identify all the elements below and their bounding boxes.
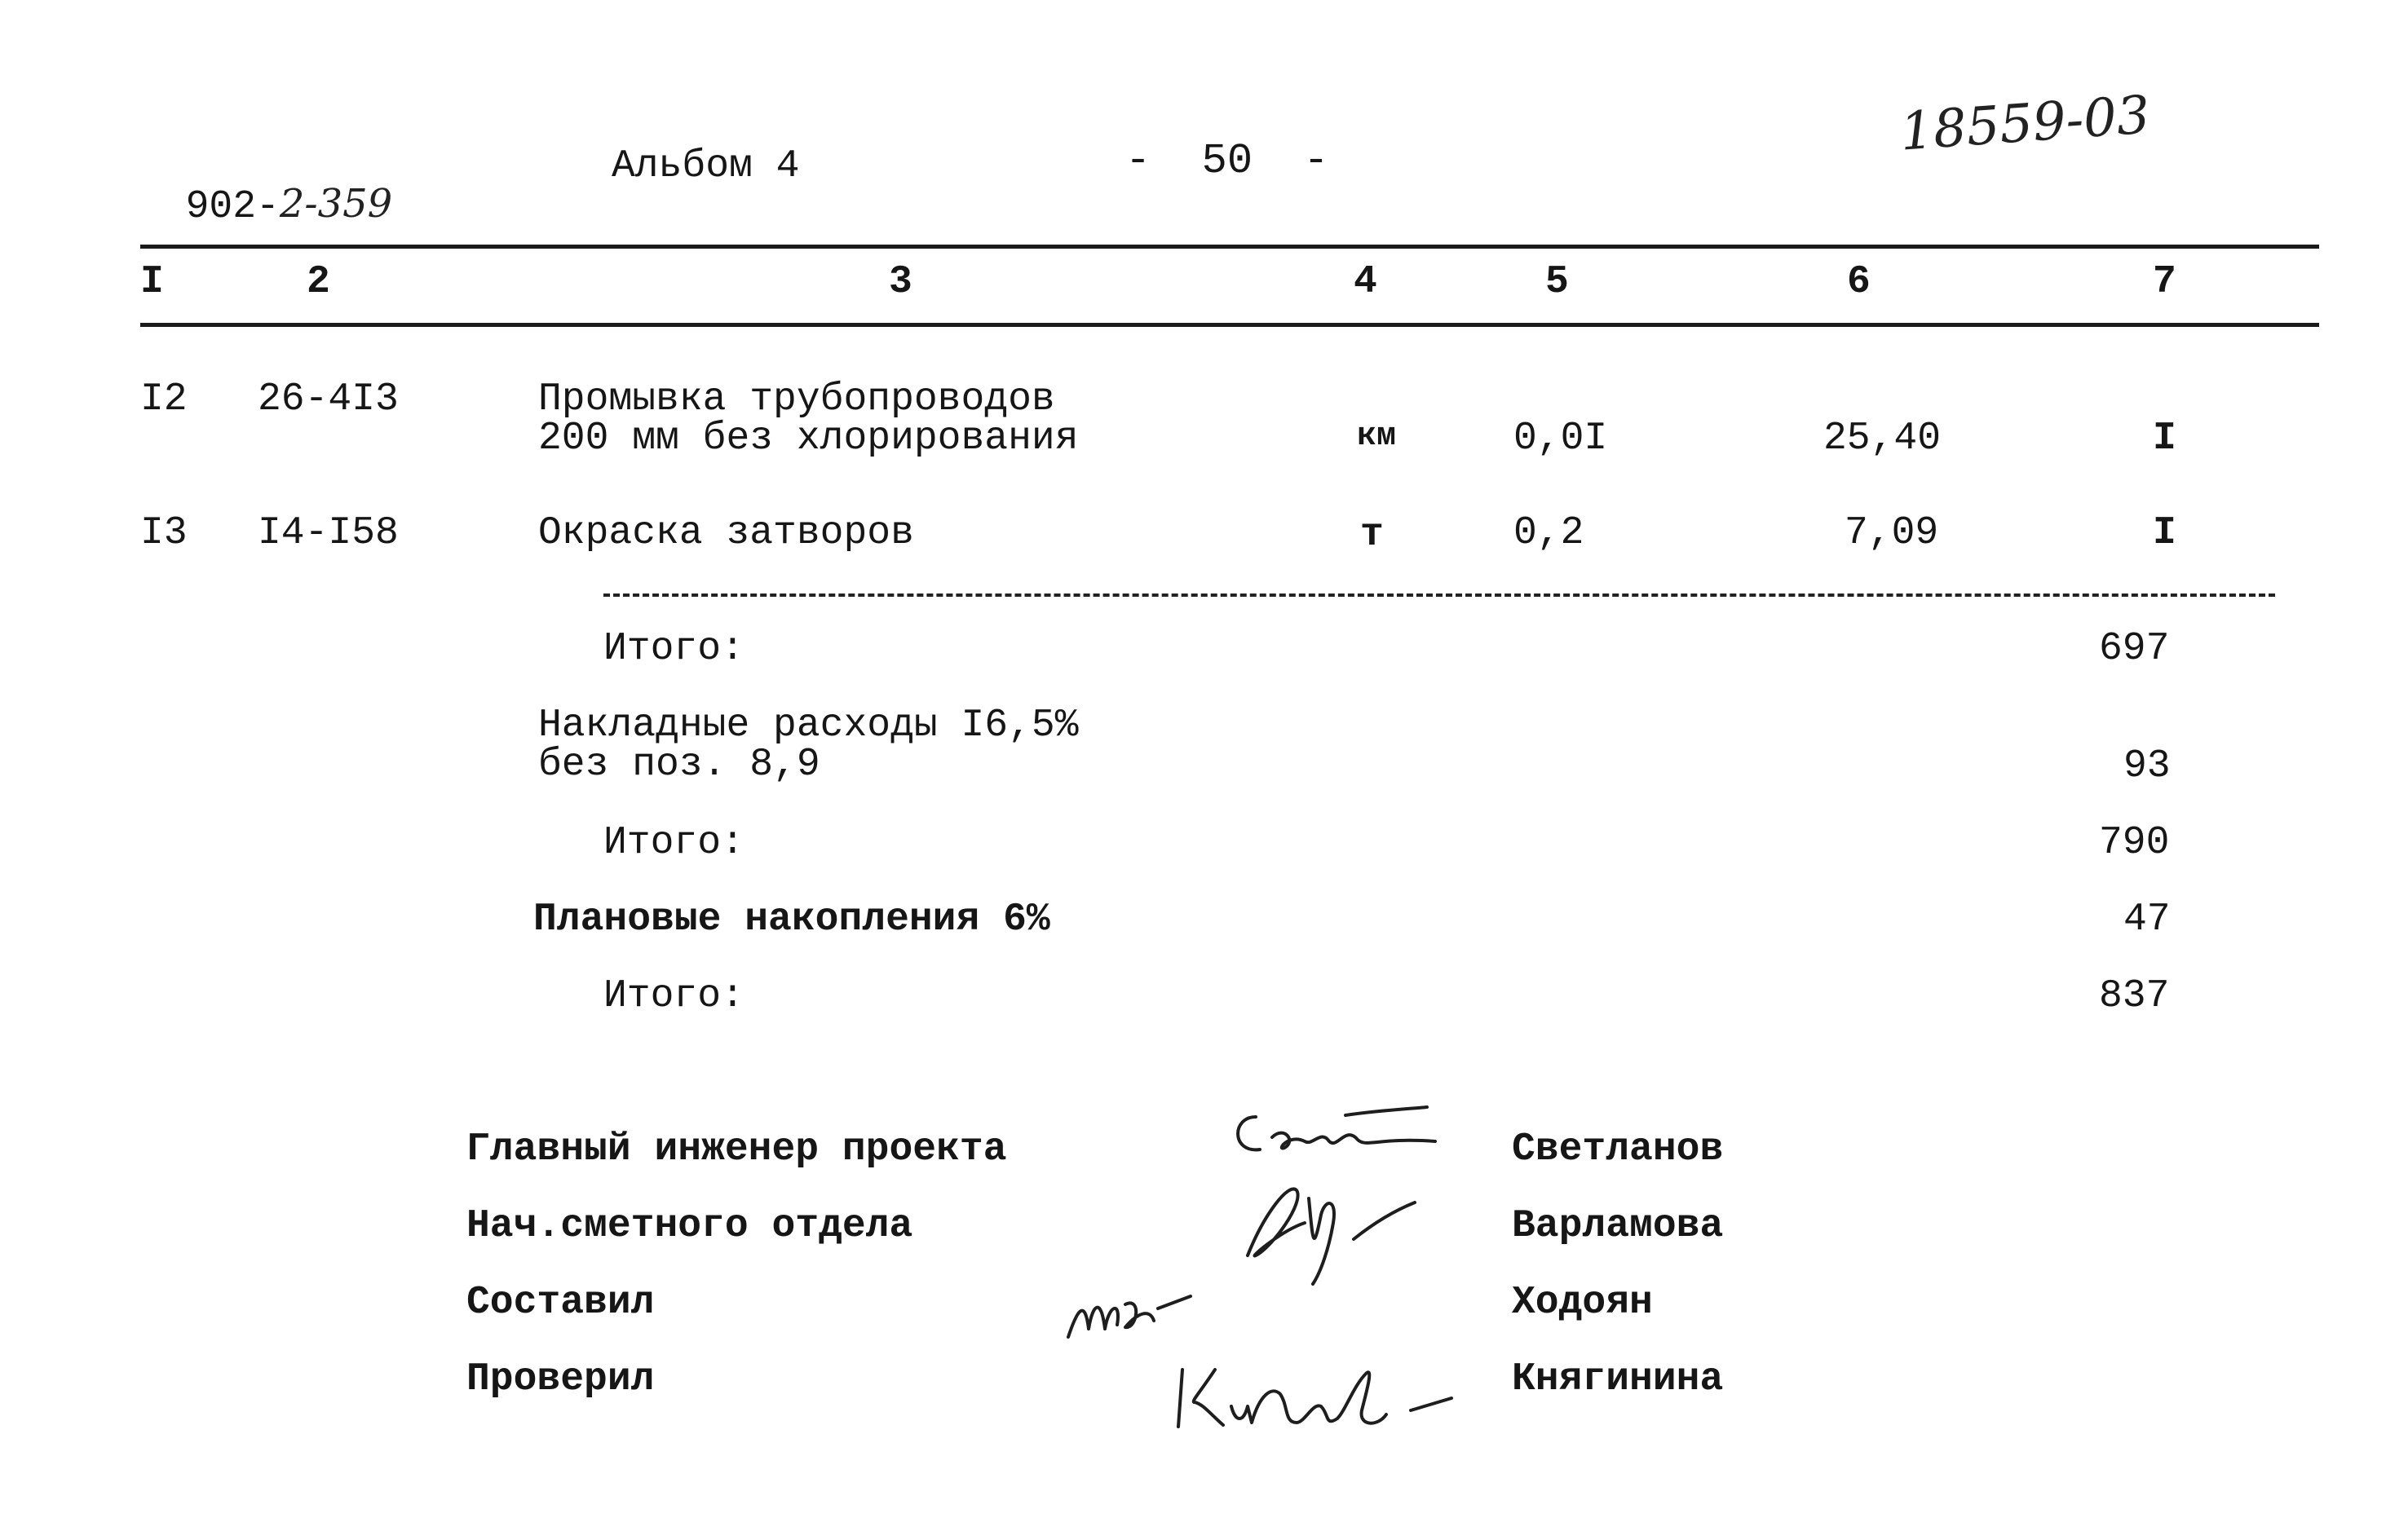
signature-name: Ходоян xyxy=(1512,1281,1653,1325)
document-code-printed: 902- xyxy=(185,185,280,229)
summary-dashed-rule xyxy=(603,593,2275,597)
column-header-2: 2 xyxy=(307,260,330,304)
overhead-label-line1: Накладные расходы I6,5% xyxy=(538,704,1079,748)
planned-savings-value: 47 xyxy=(2123,898,2171,942)
handwritten-signature-2 xyxy=(1231,1166,1427,1288)
signature-role: Нач.сметного отдела xyxy=(466,1204,913,1248)
overhead-value: 93 xyxy=(2123,744,2171,788)
signature-role: Составил xyxy=(466,1281,655,1325)
column-header-4: 4 xyxy=(1354,260,1377,304)
grand-total-value: 837 xyxy=(2099,974,2170,1018)
signature-role: Главный инженер проекта xyxy=(466,1127,1007,1172)
row-description-line1: Промывка трубопроводов xyxy=(538,377,1055,421)
signature-name: Варламова xyxy=(1512,1204,1724,1248)
column-header-1: I xyxy=(140,260,164,304)
handwritten-signature-1 xyxy=(1223,1092,1451,1166)
row-description-line2: 200 мм без хлорирования xyxy=(538,417,1079,461)
row-position: I2 xyxy=(140,377,188,421)
planned-savings-label: Плановые накопления 6% xyxy=(533,898,1050,942)
row-total: I xyxy=(2153,511,2176,555)
page-number: - 50 - xyxy=(1125,137,1329,185)
signature-name: Светланов xyxy=(1512,1127,1724,1172)
row-quantity: 0,2 xyxy=(1513,511,1584,555)
handwritten-signature-3 xyxy=(1060,1280,1207,1345)
grand-total-label: Итого: xyxy=(603,974,744,1018)
overhead-label-line2: без поз. 8,9 xyxy=(538,743,820,787)
document-code xyxy=(139,145,392,227)
row-total: I xyxy=(2153,417,2176,461)
signature-role: Проверил xyxy=(466,1357,655,1401)
signature-name: Княгинина xyxy=(1512,1357,1724,1401)
row-description-line1: Окраска затворов xyxy=(538,511,914,555)
subtotal-value: 790 xyxy=(2099,821,2170,865)
row-unit: км xyxy=(1357,418,1397,455)
column-header-7: 7 xyxy=(2153,260,2176,304)
row-position: I3 xyxy=(140,511,188,555)
document-code-handwritten: 2-359 xyxy=(279,181,393,227)
row-quantity: 0,0I xyxy=(1513,417,1608,461)
row-code: 26-4I3 xyxy=(258,377,399,421)
header-bottom-rule xyxy=(140,323,2319,327)
column-header-6: 6 xyxy=(1847,260,1871,304)
archive-number: 18559-03 xyxy=(1898,85,2152,163)
row-price: 25,40 xyxy=(1823,417,1942,461)
row-code: I4-I58 xyxy=(258,511,399,555)
table-top-rule xyxy=(140,245,2319,249)
subtotal-label: Итого: xyxy=(603,821,744,865)
column-header-5: 5 xyxy=(1545,260,1569,304)
subtotal-value: 697 xyxy=(2099,627,2170,671)
row-unit: т xyxy=(1360,513,1384,557)
album-label: Альбом 4 xyxy=(612,144,800,188)
handwritten-signature-4 xyxy=(1166,1337,1476,1435)
subtotal-label: Итого: xyxy=(603,627,744,671)
column-header-3: 3 xyxy=(889,260,912,304)
row-price: 7,09 xyxy=(1845,511,1939,555)
